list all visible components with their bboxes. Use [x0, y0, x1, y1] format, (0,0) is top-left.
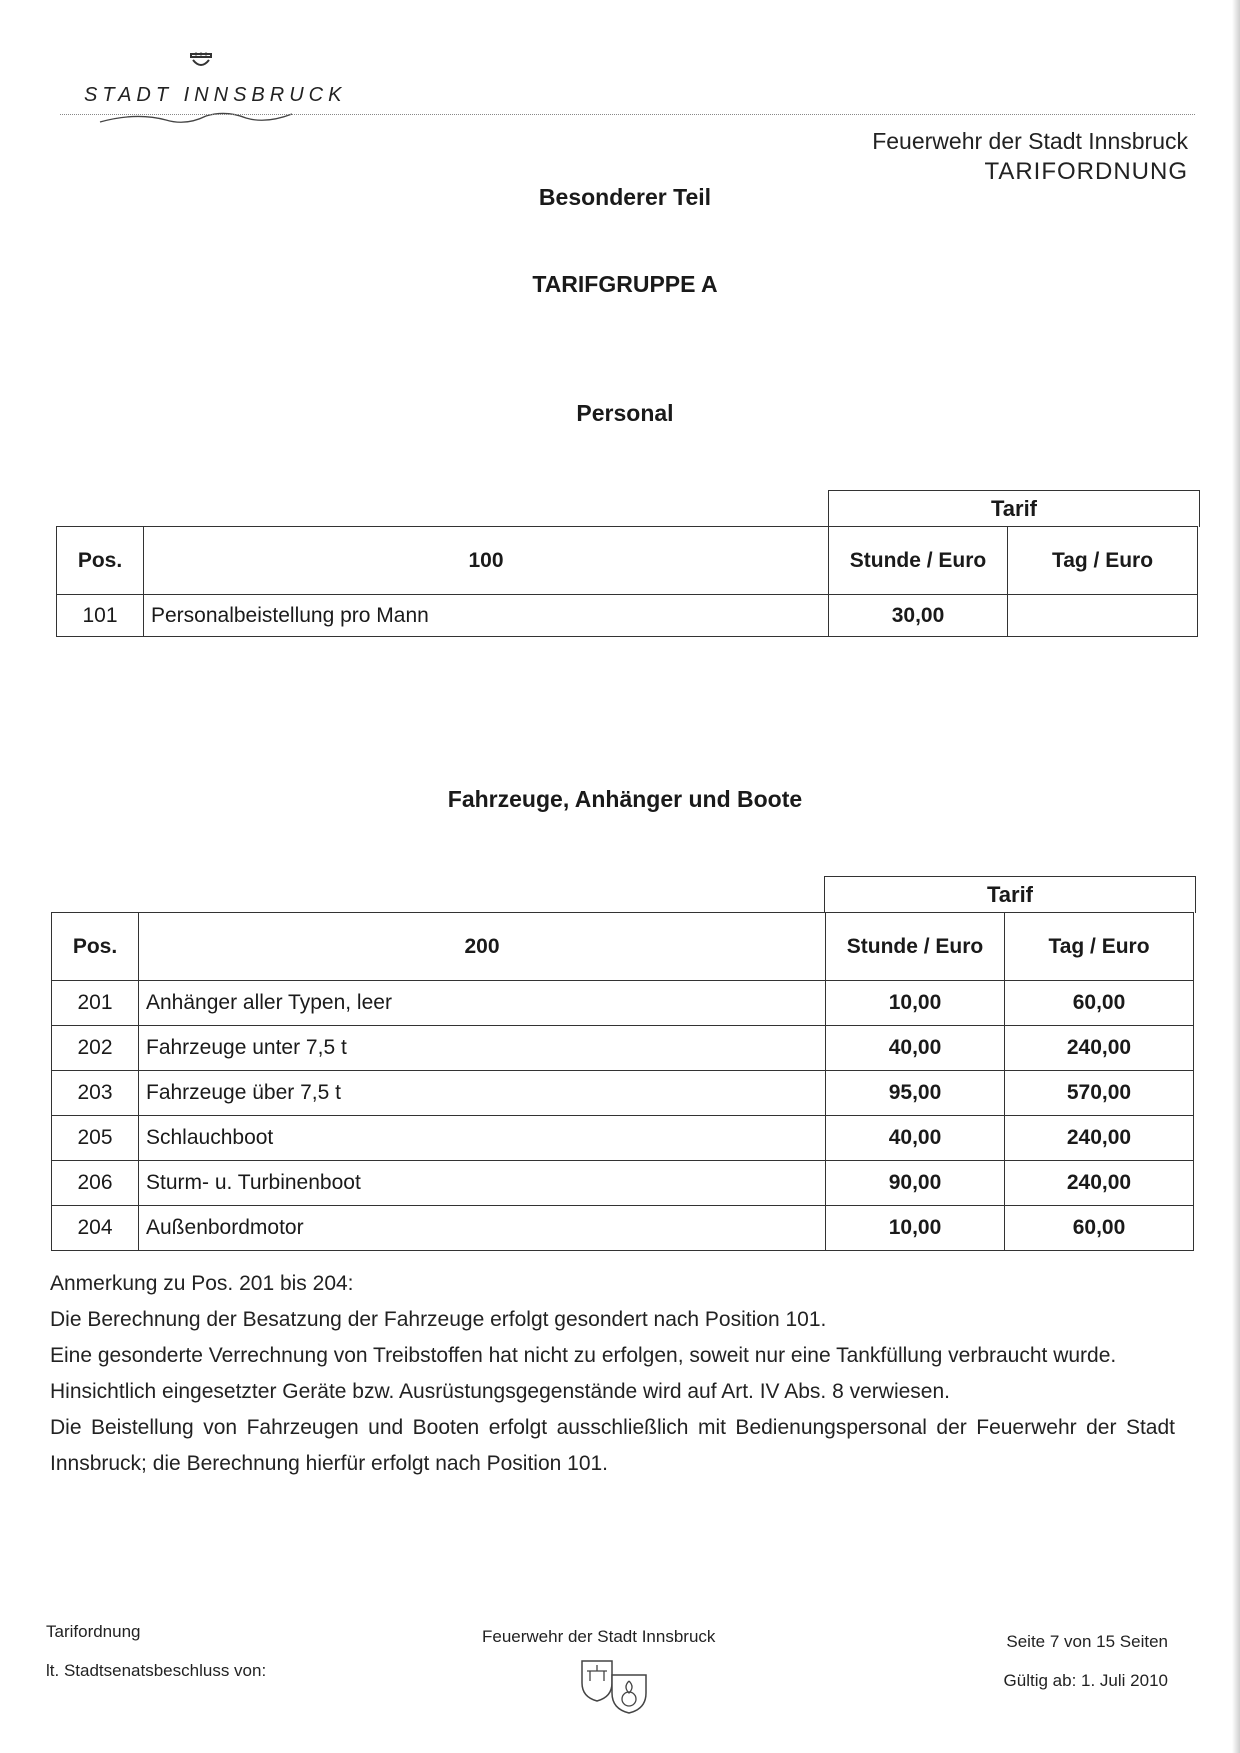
row-description: Außenbordmotor	[139, 1206, 826, 1251]
personal-tarif-label: Tarif	[990, 496, 1038, 521]
day-column-header: Tag / Euro	[1005, 913, 1194, 981]
row-hour-rate: 30,00	[829, 595, 1008, 637]
hour-column-header: Stunde / Euro	[829, 527, 1008, 595]
row-description: Personalbeistellung pro Mann	[144, 595, 829, 637]
row-hour-rate: 90,00	[826, 1161, 1005, 1206]
row-description: Fahrzeuge über 7,5 t	[139, 1071, 826, 1116]
table-row	[52, 1116, 1194, 1161]
tarif-group-title: TARIFGRUPPE A	[532, 271, 718, 297]
row-description: Sturm- u. Turbinenboot	[139, 1161, 826, 1206]
table-row	[57, 595, 1198, 637]
table-row	[52, 981, 1194, 1026]
table-header-row	[52, 913, 1194, 981]
table-row	[52, 1071, 1194, 1116]
scan-edge	[1232, 0, 1240, 1753]
pos-column-header: Pos.	[57, 527, 144, 595]
footer-left-line2: lt. Stadtsenatsbeschluss von:	[46, 1661, 267, 1680]
row-day-rate: 570,00	[1005, 1071, 1194, 1116]
row-pos: 206	[52, 1161, 139, 1206]
vehicles-tarif-label: Tarif	[986, 882, 1034, 907]
vehicles-tarif-header	[824, 876, 1196, 913]
personal-heading: Personal	[576, 400, 674, 426]
logo-swoosh-icon	[96, 110, 296, 128]
row-pos: 203	[52, 1071, 139, 1116]
row-pos: 201	[52, 981, 139, 1026]
hour-column-header: Stunde / Euro	[826, 913, 1005, 981]
personal-tarif-header	[828, 490, 1200, 527]
table-row	[52, 1206, 1194, 1251]
row-description: Schlauchboot	[139, 1116, 826, 1161]
table-header-row	[57, 527, 1198, 595]
row-day-rate: 240,00	[1005, 1161, 1194, 1206]
note-paragraph: Die Beistellung von Fahrzeugen und Booten erfolgt ausschließlich mit Bedienungspersonal der Feuerwehr der Stadt Innsbruck; die Berechnung hierfür erfolgt nach Position 101.	[50, 1416, 1175, 1475]
footer-right-line2: Gültig ab: 1. Juli 2010	[1003, 1671, 1168, 1690]
section-title: Besonderer Teil	[538, 184, 712, 210]
row-pos: 202	[52, 1026, 139, 1071]
table-row	[52, 1161, 1194, 1206]
header-rule	[60, 114, 1195, 115]
document-title: TARIFORDNUNG	[984, 158, 1188, 185]
row-hour-rate: 95,00	[826, 1071, 1005, 1116]
city-logo-text: STADT INNSBRUCK	[84, 84, 347, 106]
row-day-rate	[1008, 595, 1198, 637]
note-paragraph: Hinsichtlich eingesetzter Geräte bzw. Ausrüstungsgegenstände wird auf Art. IV Abs. 8 verwiesen.	[50, 1380, 950, 1403]
footer-center: Feuerwehr der Stadt Innsbruck	[482, 1627, 716, 1646]
day-column-header: Tag / Euro	[1008, 527, 1198, 595]
row-day-rate: 240,00	[1005, 1026, 1194, 1071]
pos-column-header: Pos.	[52, 913, 139, 981]
row-pos: 204	[52, 1206, 139, 1251]
table-row	[52, 1026, 1194, 1071]
fire-brigade-emblem-icon	[578, 1655, 654, 1717]
note-paragraph: Eine gesonderte Verrechnung von Treibstoffen hat nicht zu erfolgen, soweit nur eine Tankfüllung verbraucht wurde.	[50, 1344, 1117, 1367]
row-pos: 205	[52, 1116, 139, 1161]
row-pos: 101	[57, 595, 144, 637]
footer-right-line1: Seite 7 von 15 Seiten	[1006, 1632, 1168, 1651]
row-day-rate: 60,00	[1005, 981, 1194, 1026]
row-day-rate: 60,00	[1005, 1206, 1194, 1251]
vehicles-table	[51, 912, 1194, 1251]
crown-icon	[188, 50, 214, 74]
group-column-header: 100	[144, 527, 829, 595]
notes-block	[50, 1266, 1175, 1482]
vehicles-heading: Fahrzeuge, Anhänger und Boote	[447, 786, 803, 812]
row-day-rate: 240,00	[1005, 1116, 1194, 1161]
row-description: Anhänger aller Typen, leer	[139, 981, 826, 1026]
row-hour-rate: 40,00	[826, 1116, 1005, 1161]
organization-name: Feuerwehr der Stadt Innsbruck	[872, 128, 1188, 154]
row-hour-rate: 10,00	[826, 1206, 1005, 1251]
row-hour-rate: 40,00	[826, 1026, 1005, 1071]
group-column-header: 200	[139, 913, 826, 981]
note-paragraph: Die Berechnung der Besatzung der Fahrzeuge erfolgt gesondert nach Position 101.	[50, 1308, 827, 1331]
row-hour-rate: 10,00	[826, 981, 1005, 1026]
footer-left-line1: Tarifordnung	[46, 1622, 141, 1641]
personal-table	[56, 526, 1198, 637]
row-description: Fahrzeuge unter 7,5 t	[139, 1026, 826, 1071]
note-title: Anmerkung zu Pos. 201 bis 204:	[50, 1272, 354, 1295]
